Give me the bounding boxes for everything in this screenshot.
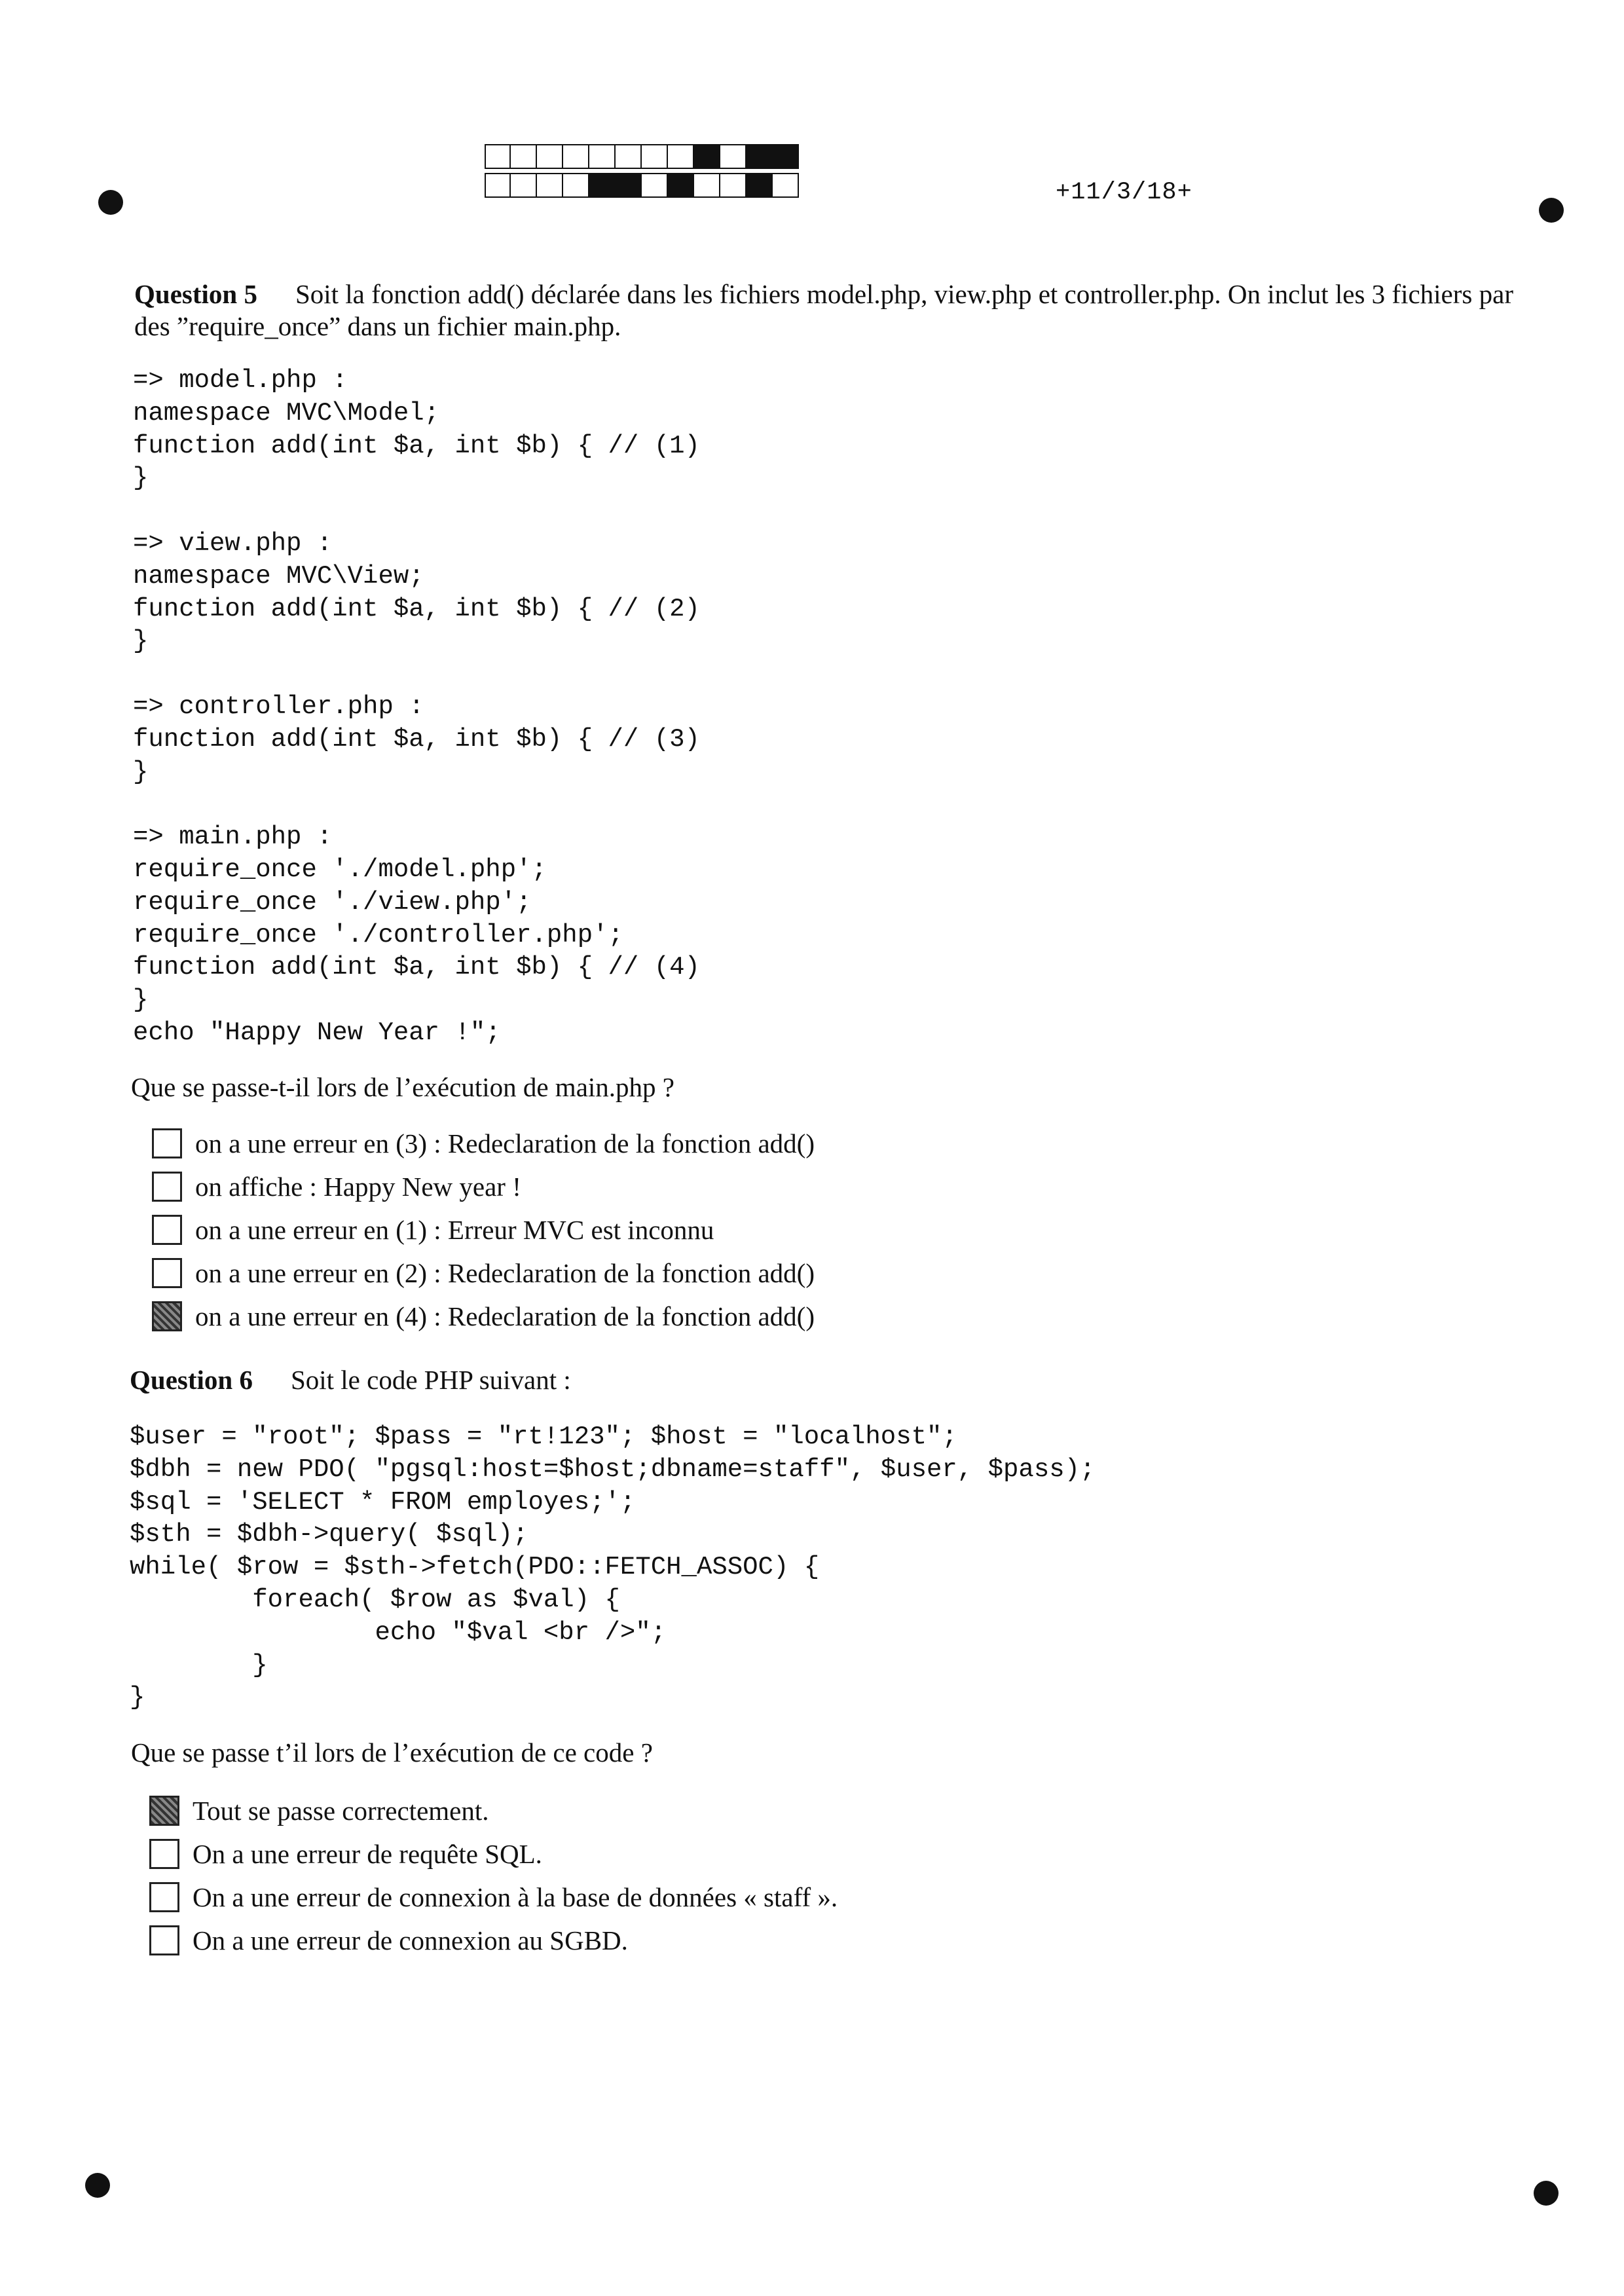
checkbox[interactable] (152, 1172, 182, 1202)
answer-list (152, 1122, 815, 1338)
checked-checkbox[interactable] (152, 1301, 182, 1331)
answer-label: on a une erreur en (4) : Redeclaration de la fonction add() (195, 1301, 815, 1331)
barcode-cell (668, 144, 694, 169)
barcode-cell (563, 144, 589, 169)
answer-label: on a une erreur en (3) : Redeclaration de la fonction add() (195, 1128, 815, 1158)
answer-option[interactable] (152, 1251, 815, 1295)
barcode-cell (485, 173, 511, 198)
barcode-cell (773, 144, 799, 169)
page-code: +11/3/18+ (1056, 179, 1192, 206)
code-block: => model.php : namespace MVC\Model; function add(int $a, int $b) { // (1) } => view.php : namespace MVC\View; function add(int $a, int $b) { // (2) } => controller.php : function add(int $a, int $b) { // (3) } => main.php : require_once './model.php'; require_once './view.php'; require_once './controller.php'; function add(int $a, int $b) { // (4) } echo "Happy New Year !"; (133, 366, 700, 1047)
code-block: $user = "root"; $pass = "rt!123"; $host = "localhost"; $dbh = new PDO( "pgsql:host=$host;dbname=staff", $user, $pass); $sql = 'SELECT * FROM employes;'; $sth = $dbh->query( $sql); while( $row = $sth->fetch(PDO::FETCH_ASSOC) { foreach( $row as $val) { echo "$val <br />"; } } (130, 1422, 1096, 1713)
question-text: Soit la fonction add() déclarée dans les fichiers model.php, view.php et controller.php. On inclut les 3 fichiers par des ”require_once” dans un fichier main.php. (134, 279, 1513, 341)
checkbox[interactable] (149, 1882, 179, 1912)
checkbox[interactable] (152, 1128, 182, 1158)
barcode-cell (537, 173, 563, 198)
question-5-statement (134, 278, 1536, 343)
question-6-statement (130, 1364, 1531, 1396)
checkbox[interactable] (149, 1925, 179, 1955)
barcode-cell (563, 173, 589, 198)
answer-label: On a une erreur de requête SQL. (193, 1839, 542, 1869)
answer-label: on affiche : Happy New year ! (195, 1172, 521, 1202)
barcode-cell (668, 173, 694, 198)
registration-mark-top-left (98, 190, 123, 215)
answer-option[interactable] (149, 1876, 838, 1919)
answer-label: on a une erreur en (1) : Erreur MVC est inconnu (195, 1215, 714, 1245)
barcode-cell (589, 144, 616, 169)
registration-mark-bottom-right (1534, 2181, 1559, 2206)
barcode-cell (720, 144, 747, 169)
barcode-cell (511, 144, 537, 169)
answer-label: Tout se passe correctement. (193, 1796, 489, 1826)
answer-option[interactable] (149, 1789, 838, 1832)
barcode-cell (642, 173, 668, 198)
checked-checkbox[interactable] (149, 1796, 179, 1826)
answer-option[interactable] (149, 1832, 838, 1876)
answer-label: On a une erreur de connexion au SGBD. (193, 1925, 628, 1955)
barcode-cell (747, 173, 773, 198)
barcode-row (485, 173, 799, 199)
barcode-cell (694, 173, 720, 198)
barcode-cell (511, 173, 537, 198)
question-label: Question 5 (134, 279, 257, 309)
checkbox[interactable] (149, 1839, 179, 1869)
barcode-cell (485, 144, 511, 169)
answer-label: On a une erreur de connexion à la base de données « staff ». (193, 1882, 838, 1912)
barcode-cell (773, 173, 799, 198)
question-prompt: Que se passe t’il lors de l’exécution de ce code ? (131, 1737, 653, 1768)
registration-mark-top-right (1539, 198, 1564, 223)
question-text: Soit le code PHP suivant : (290, 1365, 571, 1395)
checkbox[interactable] (152, 1215, 182, 1245)
answer-option[interactable] (152, 1295, 815, 1338)
barcode-cell (720, 173, 747, 198)
barcode-cell (694, 144, 720, 169)
checkbox[interactable] (152, 1258, 182, 1288)
answer-option[interactable] (152, 1122, 815, 1165)
barcode-row (485, 144, 799, 170)
question-prompt: Que se passe-t-il lors de l’exécution de main.php ? (131, 1072, 674, 1102)
page-barcode (485, 144, 799, 202)
answer-label: on a une erreur en (2) : Redeclaration de la fonction add() (195, 1258, 815, 1288)
barcode-cell (616, 144, 642, 169)
answer-option[interactable] (152, 1165, 815, 1208)
question-label: Question 6 (130, 1365, 253, 1395)
barcode-cell (589, 173, 616, 198)
barcode-cell (747, 144, 773, 169)
answer-option[interactable] (152, 1208, 815, 1251)
answer-list (149, 1789, 838, 1962)
barcode-cell (537, 144, 563, 169)
barcode-cell (616, 173, 642, 198)
answer-option[interactable] (149, 1919, 838, 1962)
registration-mark-bottom-left (85, 2173, 110, 2198)
barcode-cell (642, 144, 668, 169)
